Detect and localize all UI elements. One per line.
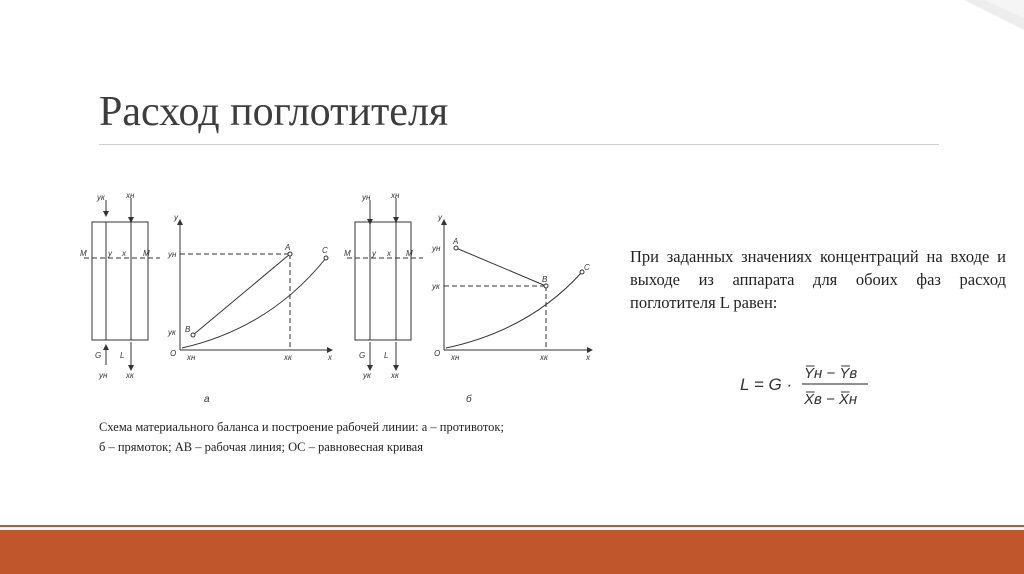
label-b-x-axis: x <box>586 353 590 362</box>
label-b-bottom-x: xк <box>391 371 399 380</box>
column-b <box>347 198 423 368</box>
label-a-section-right: M <box>143 249 150 258</box>
label-b-bottom-y: yк <box>363 371 371 380</box>
label-b-x-low: xн <box>451 353 460 362</box>
label-b-point-c: C <box>584 263 590 272</box>
label-a-point-b: B <box>185 325 191 334</box>
label-a-x-low: xн <box>187 353 196 362</box>
panel-b-label: б <box>466 394 472 405</box>
label-b-inner-y: y <box>372 249 376 258</box>
label-a-y-axis: y <box>174 213 178 222</box>
label-a-point-a: A <box>285 243 291 252</box>
label-a-top-y: yк <box>97 193 105 202</box>
label-a-inner-x: x <box>122 249 126 258</box>
label-a-origin: O <box>170 349 177 358</box>
plot-a <box>180 222 330 350</box>
label-b-origin: O <box>434 349 441 358</box>
label-b-point-b: B <box>542 275 548 284</box>
caption-line-1: Схема материального баланса и построение рабочей линии: а – противоток; <box>99 420 504 434</box>
label-b-y-high: yн <box>432 244 441 253</box>
formula-numerator: Y̅н − Y̅в <box>804 365 858 382</box>
label-a-right-flow: L <box>120 351 125 360</box>
label-a-top-x: xн <box>126 191 135 200</box>
figure-caption <box>99 417 599 457</box>
slide-title: Расход поглотителя <box>99 89 449 135</box>
footer-bar <box>0 530 1024 574</box>
absorbent-flow-formula <box>740 356 890 416</box>
label-a-left-flow: G <box>95 351 102 360</box>
formula-lhs: L = G · <box>740 375 793 394</box>
label-b-left-flow: G <box>359 351 366 360</box>
label-b-point-a: A <box>453 237 459 246</box>
label-a-section-left: M <box>80 249 87 258</box>
label-b-section-left: M <box>344 249 351 258</box>
label-b-top-x: xн <box>391 191 400 200</box>
formula-denominator: X̅в − X̅н <box>804 391 858 408</box>
label-b-inner-x: x <box>387 249 391 258</box>
label-b-y-axis: y <box>438 213 442 222</box>
caption-line-2: б – прямоток; AB – рабочая линия; OC – равновесная кривая <box>99 440 423 454</box>
label-b-right-flow: L <box>384 351 389 360</box>
footer-accent-line <box>0 525 1024 527</box>
label-a-point-c: C <box>322 246 328 255</box>
label-a-inner-y: y <box>108 249 112 258</box>
label-a-x-high: xк <box>284 353 292 362</box>
label-a-bottom-y: yн <box>99 371 108 380</box>
label-a-y-low: yк <box>168 328 176 337</box>
label-b-top-y: yн <box>362 193 371 202</box>
plot-b <box>444 222 590 350</box>
label-b-x-high: xк <box>540 353 548 362</box>
label-b-y-low: yк <box>432 282 440 291</box>
column-a <box>84 198 160 368</box>
label-a-x-axis: x <box>328 353 332 362</box>
body-paragraph: При заданных значениях концентраций на входе и выходе из аппарата для обоих фаз расход поглотителя L равен: <box>630 247 1006 312</box>
label-b-section-right: M <box>406 249 413 258</box>
panel-a-label: а <box>204 394 210 405</box>
label-a-bottom-x: xк <box>126 371 134 380</box>
label-a-y-high: yн <box>168 250 177 259</box>
